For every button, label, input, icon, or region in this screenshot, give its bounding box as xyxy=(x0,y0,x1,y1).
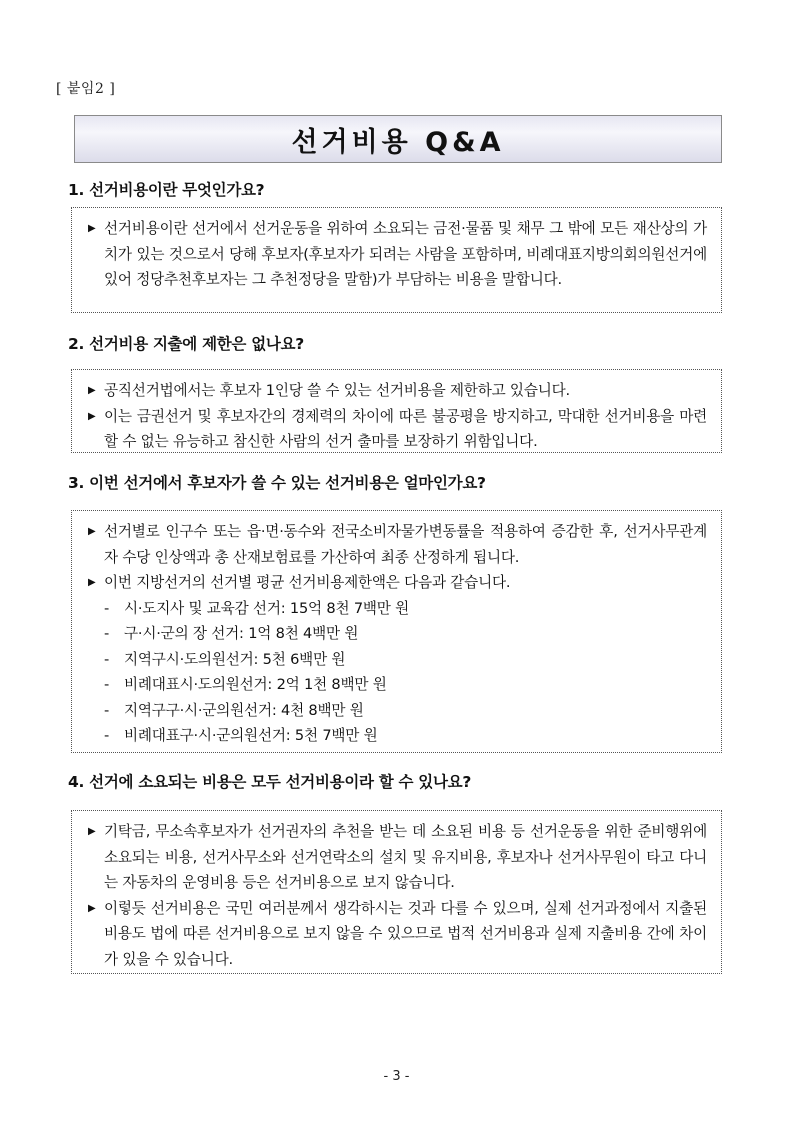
dash-marker: - xyxy=(104,727,110,744)
answer-text: 이는 금권선거 및 후보자간의 경제력의 차이에 따른 불공평을 방지하고, 막대한 선거비용을 마련할 수 없는 유능하고 참신한 사람의 선거 출마를 보장하기 위함입니다. xyxy=(104,407,707,450)
answer-text: 이번 지방선거의 선거별 평균 선거비용제한액은 다음과 같습니다. xyxy=(104,574,511,591)
limit-text: 비례대표시·도의원선거: 2억 1천 8백만 원 xyxy=(124,676,387,693)
question-1: 1. 선거비용이란 무엇인가요? xyxy=(68,181,265,199)
arrow-marker-icon: ▶ xyxy=(88,577,96,588)
arrow-marker-icon: ▶ xyxy=(88,410,96,422)
question-3: 3. 이번 선거에서 후보자가 쓸 수 있는 선거비용은 얼마인가요? xyxy=(68,474,486,492)
title-banner xyxy=(74,115,722,163)
dash-marker: - xyxy=(104,650,110,668)
answer-box-2 xyxy=(71,369,722,453)
answer-box-1 xyxy=(71,207,722,313)
attachment-label: [ 붙임2 ] xyxy=(56,81,116,97)
arrow-marker-icon: ▶ xyxy=(88,526,96,537)
page-number: - 3 - xyxy=(383,1069,410,1084)
answer-item xyxy=(86,378,707,404)
answer-text: 선거비용이란 선거에서 선거운동을 위하여 소요되는 금전·물품 및 채무 그 밖에 모든 재산상의 가치가 있는 것으로서 당해 후보자(후보자가 되려는 사람을 포함하며, 비례대표지방의회의원선거에 있어 정당추천후보자는 그 추천정당을 말함)가 부담하는 비용을 말합니다. xyxy=(104,220,707,288)
limit-item xyxy=(86,596,707,622)
limit-text: 구·시·군의 장 선거: 1억 8천 4백만 원 xyxy=(124,625,359,642)
answer-item xyxy=(86,896,707,973)
limit-item xyxy=(86,698,707,724)
answer-text: 선거별로 인구수 또는 읍·면·동수와 전국소비자물가변동률을 적용하여 증감한 후, 선거사무관계자 수당 인상액과 총 산재보험료를 가산하여 최종 산정하게 됩니다. xyxy=(104,523,707,566)
limit-item xyxy=(86,672,707,698)
dash-marker: - xyxy=(104,676,110,693)
answer-item xyxy=(86,519,707,570)
answer-item xyxy=(86,819,707,896)
dash-marker: - xyxy=(104,701,110,719)
page-title: 선거비용 Q&A xyxy=(291,126,505,158)
answer-item xyxy=(86,570,707,596)
arrow-marker-icon: ▶ xyxy=(88,223,96,234)
question-2: 2. 선거비용 지출에 제한은 없나요? xyxy=(68,335,304,353)
dash-marker: - xyxy=(104,599,110,617)
question-4: 4. 선거에 소요되는 비용은 모두 선거비용이라 할 수 있나요? xyxy=(68,773,472,791)
answer-box-3 xyxy=(71,510,722,753)
answer-text: 기탁금, 무소속후보자가 선거권자의 추천을 받는 데 소요된 비용 등 선거운동을 위한 준비행위에 소요되는 비용, 선거사무소와 선거연락소의 설치 및 유지비용, 후보자나 선거사무원이 타고 다니는 자동차의 운영비용 등은 선거비용으로 보지 않습니다. xyxy=(104,823,707,891)
arrow-marker-icon: ▶ xyxy=(88,826,96,837)
dash-marker: - xyxy=(104,625,110,642)
answer-text: 이렇듯 선거비용은 국민 여러분께서 생각하시는 것과 다를 수 있으며, 실제 선거과정에서 지출된 비용도 법에 따른 선거비용으로 보지 않을 수 있으므로 법적 선거비용과 실제 지출비용 간에 차이가 있을 수 있습니다. xyxy=(104,899,707,968)
answer-box-4 xyxy=(71,810,722,974)
limit-text: 시·도지사 및 교육감 선거: 15억 8천 7백만 원 xyxy=(124,599,410,617)
arrow-marker-icon: ▶ xyxy=(88,385,96,396)
limit-text: 지역구시·도의원선거: 5천 6백만 원 xyxy=(124,650,346,668)
limit-item xyxy=(86,723,707,749)
limit-item xyxy=(86,647,707,673)
limit-text: 비례대표구·시·군의원선거: 5천 7백만 원 xyxy=(124,727,378,744)
arrow-marker-icon: ▶ xyxy=(88,902,96,914)
limit-text: 지역구구·시·군의원선거: 4천 8백만 원 xyxy=(124,701,364,719)
answer-text: 공직선거법에서는 후보자 1인당 쓸 수 있는 선거비용을 제한하고 있습니다. xyxy=(104,382,570,399)
answer-item xyxy=(86,404,707,455)
limit-item xyxy=(86,621,707,647)
answer-item xyxy=(86,216,707,293)
